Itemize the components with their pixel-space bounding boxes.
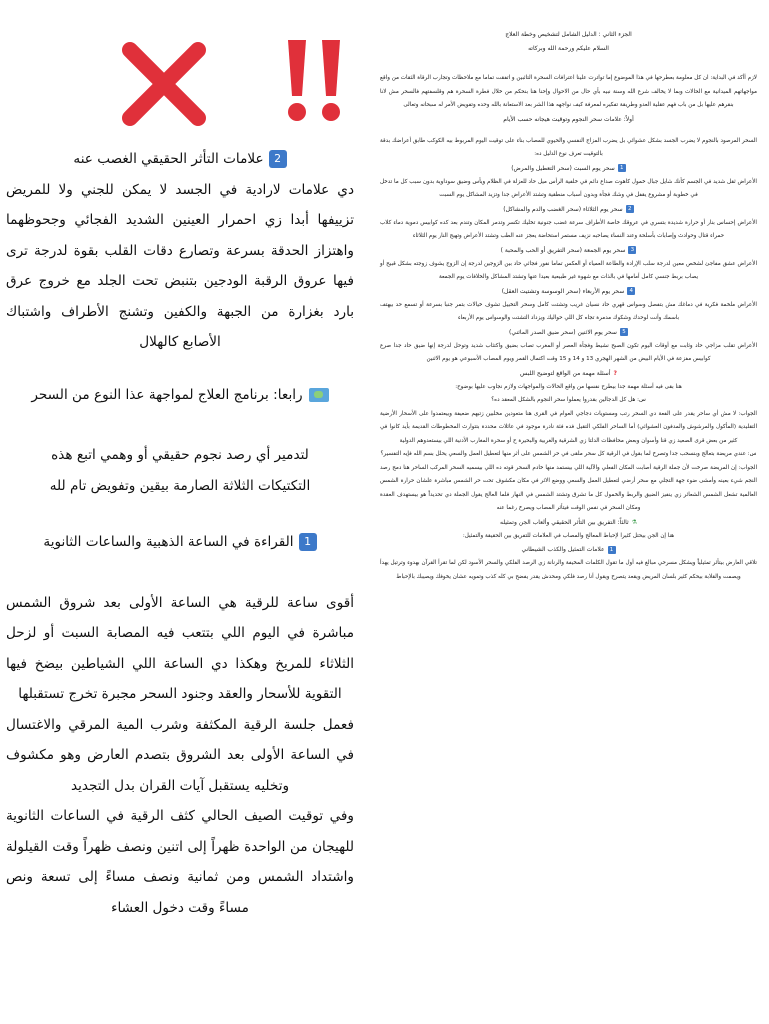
- icon-row: [0, 0, 360, 140]
- program-heading: [6, 380, 354, 411]
- day-title: سحر يوم الثلاثاء (سحر الغضب والدم والمشاكل): [503, 205, 623, 213]
- day-title: سحر يوم السبت (سحر التعطيل والمرض): [511, 164, 615, 172]
- number-badge: 1: [608, 546, 616, 554]
- third-heading-text: ثالثاً: التفريق بين التأثر الحقيقي وألعاب الجن وتمثيله: [499, 518, 629, 526]
- cross-mark-icon: [118, 38, 210, 130]
- questions-intro: هنا بقى فيه أسئلة مهمة جدا بيطرح نفسها من واقع الحالات والمواجهات ولازم نجاوب عليها بوضوح:: [455, 383, 682, 390]
- day-title: سحر يوم الاثنين (سحر ضيق الصدر الماثني): [509, 328, 617, 336]
- number-badge: 2: [269, 150, 287, 168]
- question-mark-icon: ?: [613, 369, 617, 377]
- document-title: الجزء الثاني : الدليل الشامل لتشخيص وخطة العلاج: [505, 31, 632, 38]
- program-intro: لتدمير أي رصد نجوم حقيقي أو وهمي اتبع هذه التكتيكات الثلاثة الصارمة بيقين وتفويض تام لله: [49, 447, 311, 494]
- answer-2: الجواب: إن المريضة صرخت لأن جملة الرقية أصابت المكان الفعلي والآلية اللي بيستمد منها خادم السحر قوته ده اللي بيسميه السحر المركب الساحر هنا دمج رصد النجم شيء بعينه وأمشى ضوء جهة التجلي مع سحر أرضي لتعطيل العمل والسعي ووضع الاثر في مكان مكشوف تحت حر الشمس مباشرة علشان حرارة الشمس العالمية تشعل الشمس الشعائر زي ينفيز الضيق والربط والخمول كل ما تشرق وتشتد الشمس في النهار فلما العالج يقول الجملة دي تحديداً هو بيستهدف العقدة ومكان السحر في نفس الوقت فيتأثر المصاب ويصرخ رغما عنه: [380, 464, 757, 511]
- third-subheading-text: علامات التمثيل والكذب الشيطاني: [521, 546, 605, 553]
- third-intro: هنا إن الجن بيحتل كثيرا لإحباط المعالج والمصاب في العلامات للتفريق بين الحقيقة والتمثيل:: [462, 532, 675, 539]
- greeting: السلام عليكم ورحمة الله وبركاته: [528, 45, 609, 52]
- day-heading: [368, 285, 769, 299]
- number-badge: 5: [620, 328, 628, 336]
- right-page: [368, 0, 769, 1024]
- day-body: الأعراض تقلب مزاجي حاد وثابت مع أوقات اليوم تكون الصبح نشيط وفجأة العصر أو المغرب تصاب بضيق واكتئاب شديد وتوحل لدرجة إنها ضيق حاد جدا صرع كوابيس مفزعة في الأيام البيض من الشهر الهجري 13 و 14 و 15 وقت اكتمال القمر ويوم المصاب الأسبوعي هو يوم الاثنين: [380, 342, 757, 362]
- section-heading-third: [368, 516, 769, 530]
- third-subheading: [368, 543, 769, 557]
- question-2: س: عندي مريضة بتعالج وبنسحب جدا وتصرخ لما بقول في الرقية كل سحر ملقى في حر الشمس على أثر منها لتعطيل العمل والسعي يحلل بسم الله فإيه التفسير؟: [380, 451, 757, 457]
- test-tube-icon: ⚗: [631, 518, 638, 526]
- program-heading-text: رابعا: برنامج العلاج لمواجهة عذا النوع من السحر: [31, 386, 303, 403]
- day-title: سحر يوم الجمعة (سحر التفريق أو الحب والمحبة ): [500, 246, 626, 254]
- answer-1: الجواب: لا مش أي ساحر يقدر على الفعة دي السحر رتب ومستويات دجاجي العوام في القرى هنا متعودين مخلبين زتبهم ضعيفة وبيعتمدوا على الأسحار الأرضية التقليدية (المأكول والمرشوش والمدفون العشوائي) أما الساحر الفلكي التقيل فده فئة نادرة موجود في عائلات محددة بتتوارث المخطوطات القديمة بأيد كانوا في كثير من بعض قرى الصعيد زي قنا وأسوان وبعض محافظات الدلتا زي الشرقية والغربية والبحيرة ح أو سحرة المغارب الأدنية اللي بيستعدوهم الدولية: [380, 410, 757, 444]
- double-exclamation-icon: [284, 38, 348, 124]
- day-body: الأعراض عشق مفاجئ لشخص معين لدرجة سلب الإرادة والطاعة العمياء أو العكس تماما نفور فجائي حاد بين الزوجين لدرجة إن الزوج يشوف زوجته بشكل قبيح أو يصاب بربط جنسي كامل أمامها في بالذات مع شهوة غير طبيعية بعيدا عنها وتشتد المشاكل والخلافات يوم الجمعة: [380, 260, 757, 280]
- day-body: الأعراض ملخمة فكرية في دماغك مش بتفصل وسواس قهري حاد نسيان غريب وتشتت كامل وسحر التخييل تشوف خيالات بتمر جنبا بسرعة أو تسمع حد بيهتف باسمك وأنت لوحدك وشكوك مدمرة تجاه كل اللي حواليك ويزداد التشتت والوسواس يوم الأربعاء: [380, 301, 757, 321]
- questions-heading-text: أسئلة مهمة من الواقع لتوضيح اللبس: [520, 369, 611, 377]
- third-body: تلاقي العارض بيتأثر تمثيلياً ويشكل مسرحي مبالغ فيه أول ما تقول الكلمات المخيفة والرنانة زي الرصد الفلكي والسحر الأسود لكن لما تقرأ القرآن بهدوء وترتيل يهدأ ويصمت والقلابة بيحكم كثير بلسان المريض ويقعد يتصرخ ويقول أنا رصد فلكي ومحدش يقدر يفضح بي كله كذب وتمويه عشان يخوفك ويصيبك بالإحباط: [380, 560, 757, 580]
- left-page: [0, 0, 360, 1024]
- first-body: السحر المرصود بالنجوم لا يضرب الجسد بشكل عشوائي بل يضرب المزاج النفسي والحيوي للمصاب بناء على توقيت اليوم المربوط بيه الكوكب طابق أعراضك بدقة بالتوقيت تعرف نوع الدليل ده:: [380, 137, 757, 157]
- day-body: الأعراض ثقل شديد في الجسم كأنك شايل جبال خمول كاهوت صداع دائم في خلفية الرأس ميل حاد للعزلة في الظلام ويأس وضيق سوداوية بدون سبب كل ما تدخل في خطوبة أو مشروع يقفل في وشك فجأة وبدون أسباب منطقية وتشتد الأعراض جدا وتزيد المشاكل يوم السبت: [380, 178, 757, 198]
- reading-paragraph-2: فعمل جلسة الرقية المكثفة وشرب المية المرقي والاغتسال في الساعة الأولى بعد الشروق بتصدم العارض وهو مكشوف وتخليه يستقبل آيات القران بدل التجديد: [6, 716, 354, 794]
- number-badge: 2: [626, 205, 634, 213]
- questions-heading: [368, 367, 769, 381]
- number-badge: 4: [627, 287, 635, 295]
- day-title: سحر يوم الأربعاء (سحر الوسوسة وتشتيت العقل): [501, 287, 625, 295]
- reading-paragraph-1: أقوى ساعة للرقية هي الساعة الأولى بعد شروق الشمس مباشرة في اليوم اللي بتتعب فيه المصابة السبت أو لزحل الثلاثاء للمريخ وهكذا دي الساعة اللي الشياطين بيضخ فيها التقوية للأسحار والعقد وجنود السحر مجبرة تخرج تستقبلها: [6, 594, 354, 702]
- number-badge: 1: [618, 164, 626, 172]
- section-heading-first: أولاً: علامات سحر النجوم وتوقيت هيجانه حسب الأيام: [503, 115, 634, 123]
- map-icon: [309, 388, 329, 402]
- reading-paragraph-3: وفي توقيت الصيف الحالي كثف الرقية في الساعات الثانوية للهيجان من الواحدة ظهراً إلى اتنين ونصف ظهراً وقت القيلولة واشتداد الشمس ومن ثمانية ونصف مساءً إلى تسعة ونص مساءً وقت دخول العشاء: [6, 808, 354, 916]
- number-badge: 1: [299, 533, 317, 551]
- number-badge: 3: [628, 246, 636, 254]
- day-heading: [368, 326, 769, 340]
- intro-paragraph: لازم أأكد في البداية: ان كل معلومة بعطرحها في هذا الموضوع إما تواترت علينا اعترافات السحرة التائبين و اتفقت تماما مع ملاحظات وتجارب الرقاة الثقات من واقع مواجهاتهم الميدانية مع الحالات وبما لا يخالف شرع الله وسنة نبيه بأي حال من الاحوال وإحنا هنا بنحكم من خلال فطرة السحرة هم وقلسفتهم فالسحر مش لانا بنقرهم عليها بل من باب فهم عقلية العدو وطريقة تفكيره لمعرفة كيف نواجهه هذا الشر بعد الاستعانة بالله وحده وتفويض الأمر له سبحانه وتعالى: [380, 75, 757, 108]
- sign-paragraph: دي علامات لارادية في الجسد لا يمكن للجني ولا للمريض تزييفها أبدا زي احمرار العينين الشديد الفجائي وجحوظهما واهتزاز الحدقة بسرعة وتصارع دقات القلب بقوة لدرجة ترى فيها عروق الرقبة الودجين بتنبض تحت الجلد مع خروج عرق بارد بغزارة من الجبهة والكفين وتشنج الأطراف واشتباك الأصابع كالهلال: [6, 181, 354, 350]
- question-1: س: هل كل الدجالين بقدروا يعملوا سحر النجوم بالشكل المعقد ده؟: [491, 397, 646, 403]
- reading-heading-text: القراءة في الساعة الذهبية والساعات الثانوية: [43, 534, 294, 550]
- sign-heading-text: علامات التأثر الحقيقي الغصب عنه: [73, 151, 264, 167]
- reading-heading: [6, 527, 354, 558]
- day-heading: [368, 162, 769, 176]
- sign-heading: [6, 144, 354, 175]
- day-heading: [368, 203, 769, 217]
- day-heading: [368, 244, 769, 258]
- day-body: الأعراض إحساس بنار أو حرارة شديدة بتسري في عروقك خاصة الأطراف سرعة غضب جنونية تخليك تكسر وتدمر المكان وتندم بعد كده كوابيس دموية دماء كلاب حمراء قتال وحوادث وإصابات بأسلحة وعند النساء يصاحبه نزيف مستمر استحاضة يعجز عنه الطب وتشتد الأعراض وتهيج النار يوم الثلاثاء: [380, 219, 757, 239]
